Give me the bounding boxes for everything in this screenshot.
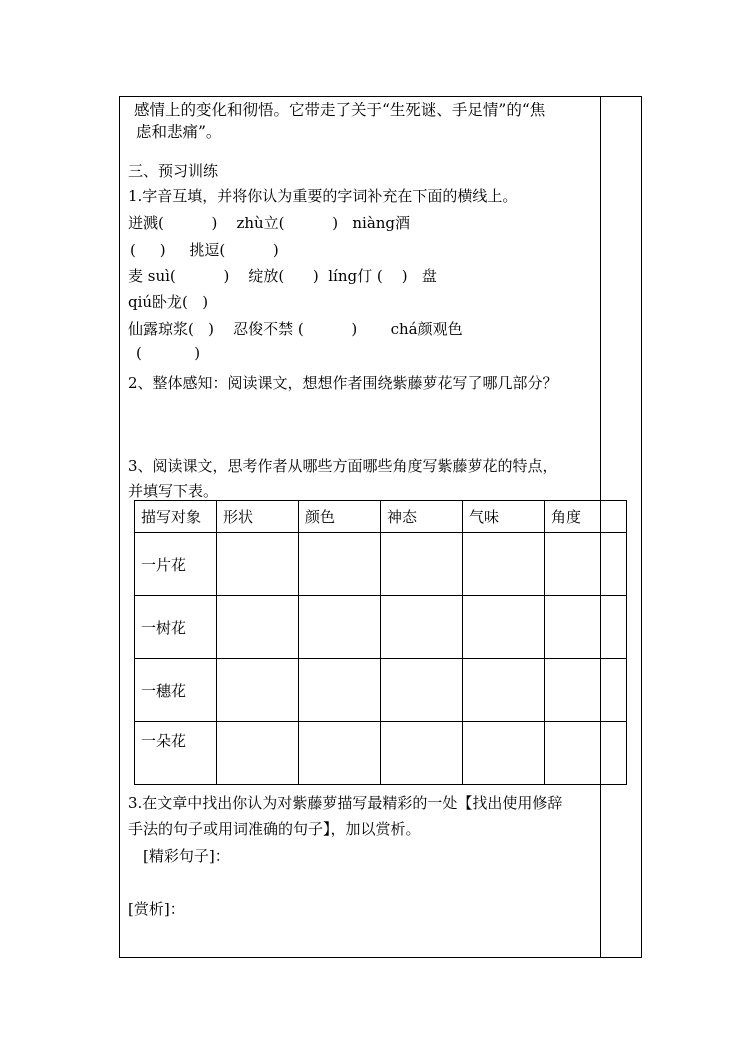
table-cell[interactable]	[217, 533, 299, 596]
header-cell-color: 颜色	[299, 501, 381, 533]
header-cell-angle: 角度	[545, 501, 627, 533]
table-row	[135, 533, 627, 596]
table-cell[interactable]	[381, 596, 463, 659]
table-row	[135, 596, 627, 659]
intro-line-1: 感情上的变化和彻悟。它带走了关于“生死谜、手足情”的“焦	[134, 101, 546, 119]
table-cell[interactable]	[381, 722, 463, 785]
q1-row-4: qiú卧龙( )	[128, 293, 209, 311]
row-label: 一朵花	[135, 722, 217, 785]
row-label: 一片花	[135, 533, 217, 596]
q3-line-2: 并填写下表。	[128, 482, 219, 500]
q1-row-5: 仙露琼浆( ) 忍俊不禁 ( ) chá颜观色	[128, 320, 463, 338]
table-cell[interactable]	[381, 659, 463, 722]
table-cell[interactable]	[463, 533, 545, 596]
table-cell[interactable]	[463, 596, 545, 659]
description-table	[134, 500, 627, 785]
table-cell[interactable]	[381, 533, 463, 596]
table-cell[interactable]	[299, 596, 381, 659]
table-cell[interactable]	[299, 659, 381, 722]
row-label: 一穗花	[135, 659, 217, 722]
table-row	[135, 659, 627, 722]
q1-row-6: ( )	[136, 344, 201, 362]
section-title: 三、预习训练	[128, 162, 219, 180]
analysis-label: [赏析]：	[128, 900, 185, 918]
q3-line-1: 3、阅读课文，思考作者从哪些方面哪些角度写紫藤萝花的特点，	[128, 457, 558, 475]
q2-title: 2、整体感知：阅读课文，想想作者围绕紫藤萝花写了哪几部分？	[128, 374, 558, 392]
table-cell[interactable]	[299, 533, 381, 596]
q1-row-3: 麦 suì( ) 绽放( ) líng仃 ( ) 盘	[128, 267, 437, 285]
table-header-row	[135, 501, 627, 533]
q1-row-2: ( ) 挑逗( )	[130, 241, 279, 259]
table-cell[interactable]	[299, 722, 381, 785]
table-cell[interactable]	[217, 596, 299, 659]
header-cell-manner: 神态	[381, 501, 463, 533]
q1-title: 1.字音互填，并将你认为重要的字词补充在下面的横线上。	[128, 187, 518, 205]
table-cell[interactable]	[217, 722, 299, 785]
table-cell[interactable]	[545, 596, 627, 659]
header-cell-object: 描写对象	[135, 501, 217, 533]
table-cell[interactable]	[545, 659, 627, 722]
sentence-label: [精彩句子]：	[143, 847, 230, 865]
table-cell[interactable]	[463, 659, 545, 722]
q1-row-1: 迸溅( ) zhù立( ) niàng酒	[128, 214, 411, 232]
table-row	[135, 722, 627, 785]
table-cell[interactable]	[545, 722, 627, 785]
q4-line-2: 手法的句子或用词准确的句子】，加以赏析。	[128, 820, 421, 838]
row-label: 一树花	[135, 596, 217, 659]
header-cell-scent: 气味	[463, 501, 545, 533]
table-cell[interactable]	[463, 722, 545, 785]
q4-line-1: 3.在文章中找出你认为对紫藤萝描写最精彩的一处【找出使用修辞	[128, 794, 563, 812]
table-cell[interactable]	[545, 533, 627, 596]
header-cell-shape: 形状	[217, 501, 299, 533]
intro-line-2: 虑和悲痛”。	[136, 123, 222, 141]
table-cell[interactable]	[217, 659, 299, 722]
